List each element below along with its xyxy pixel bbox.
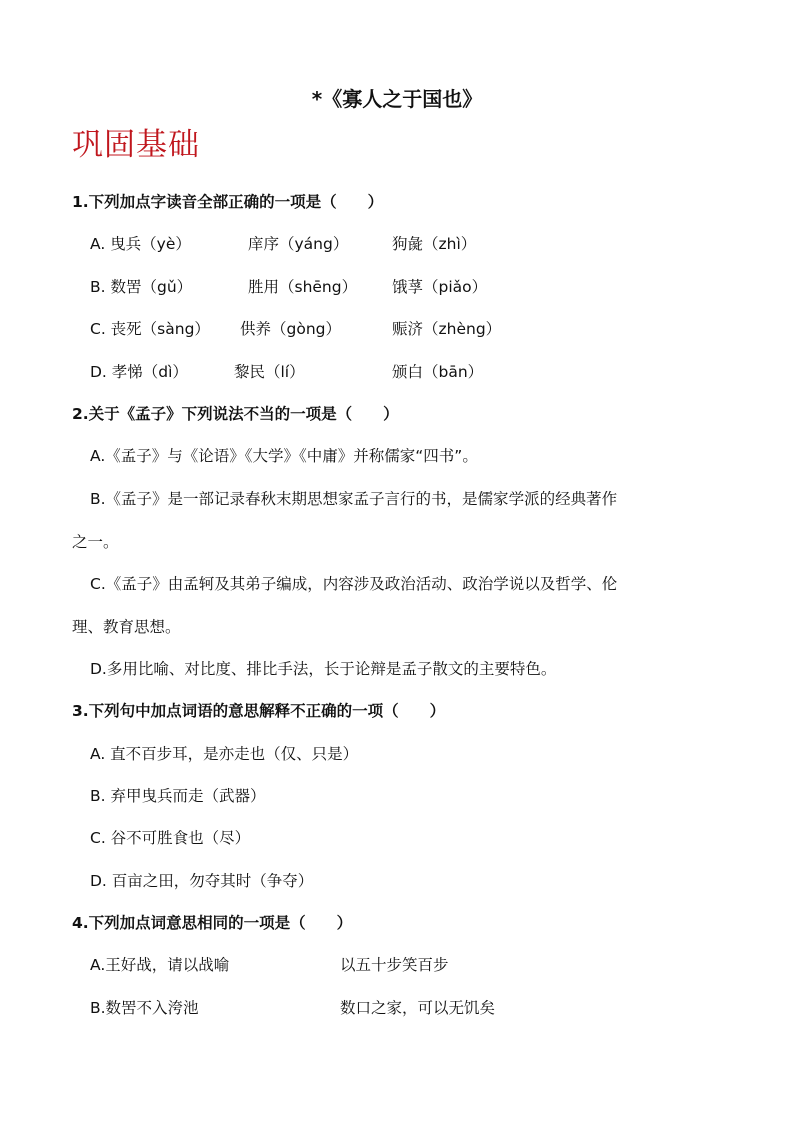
q3-option-b: B. 弃甲曳兵而走（武器） — [90, 787, 266, 805]
section-heading: 巩固基础 — [72, 127, 200, 163]
q2-option-b-line2: 之一。 — [72, 533, 119, 551]
q1-option-a-1: A. 曳兵（yè） — [90, 235, 191, 253]
q1-option-c-1: C. 丧死（sàng） — [90, 320, 210, 338]
q1-option-b-1: B. 数罟（gǔ） — [90, 278, 193, 296]
q1-option-d-1: D. 孝悌（dì） — [90, 363, 188, 381]
q2-option-d: D.多用比喻、对比度、排比手法，长于论辩是孟子散文的主要特色。 — [90, 660, 557, 678]
q2-option-c-line2: 理、教育思想。 — [72, 618, 181, 636]
q3-option-d: D. 百亩之田，勿夺其时（争夺） — [90, 872, 314, 890]
q1-option-b-3: 饿莩（piǎo） — [392, 278, 488, 296]
question-1-stem: 1.下列加点字读音全部正确的一项是（ ） — [72, 193, 384, 211]
q4-option-b-2: 数口之家，可以无饥矣 — [340, 999, 496, 1017]
q1-option-d-2: 黎民（lí） — [234, 363, 305, 381]
q4-option-a-1: A.王好战，请以战喻 — [90, 956, 230, 974]
q2-option-b-line1: B.《孟子》是一部记录春秋末期思想家孟子言行的书，是儒家学派的经典著作 — [90, 490, 618, 508]
q3-option-a: A. 直不百步耳，是亦走也（仅、只是） — [90, 745, 359, 763]
document-title: *《寡人之于国也》 — [311, 87, 483, 111]
q1-option-c-3: 赈济（zhèng） — [392, 320, 502, 338]
q2-option-a: A.《孟子》与《论语》《大学》《中庸》并称儒家“四书”。 — [90, 447, 478, 465]
q3-option-c: C. 谷不可胜食也（尽） — [90, 829, 251, 847]
q1-option-c-2: 供养（gòng） — [240, 320, 341, 338]
q1-option-a-3: 狗彘（zhì） — [392, 235, 477, 253]
question-2-stem: 2.关于《孟子》下列说法不当的一项是（ ） — [72, 405, 399, 423]
question-4-stem: 4.下列加点词意思相同的一项是（ ） — [72, 914, 353, 932]
question-3-stem: 3.下列句中加点词语的意思解释不正确的一项（ ） — [72, 702, 446, 720]
q4-option-b-1: B.数罟不入洿池 — [90, 999, 199, 1017]
q1-option-d-3: 颁白（bān） — [392, 363, 484, 381]
q1-option-b-2: 胜用（shēng） — [248, 278, 358, 296]
q1-option-a-2: 庠序（yáng） — [248, 235, 349, 253]
q4-option-a-2: 以五十步笑百步 — [340, 956, 449, 974]
q2-option-c-line1: C.《孟子》由孟轲及其弟子编成，内容涉及政治活动、政治学说以及哲学、伦 — [90, 575, 618, 593]
